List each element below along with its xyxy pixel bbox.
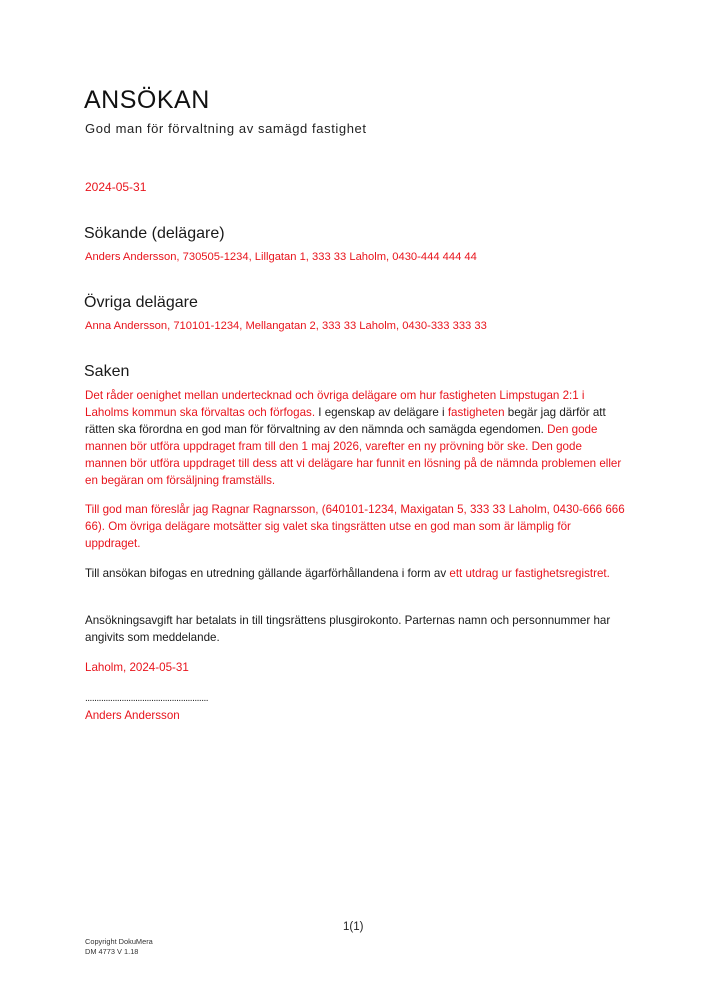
matter-paragraph-3 <box>85 565 625 582</box>
signature-line: ...................................................... <box>85 693 209 704</box>
applicant-details: Anders Andersson, 730505-1234, Lillgatan 1, 333 33 Laholm, 0430-444 444 44 <box>85 251 477 263</box>
matter-p3-black: Till ansökan bifogas en utredning gällande ägarförhållandena i form av <box>85 567 450 580</box>
matter-heading: Saken <box>84 363 130 380</box>
other-owners-heading: Övriga delägare <box>84 294 198 311</box>
matter-p1-black-b: begär jag därför att rätten ska förordna en god man för förvaltning av den nämnda och samägda egendomen. <box>85 406 606 436</box>
matter-p1-black-a: I egenskap av delägare i <box>315 406 448 419</box>
matter-p1-red-c: Den gode mannen bör utföra uppdraget fram till den 1 maj 2026, varefter en ny prövning bör ske. Den gode mannen bör utföra uppdraget till dess att vi delägare har funnit en lösning på de nämnda problemen eller en begäran om försäljning framställs. <box>85 423 622 487</box>
footer-doc-id: DM 4773 V 1.18 <box>85 947 139 956</box>
matter-p1-red-b: fastigheten <box>447 406 505 419</box>
matter-p1-red-a: Det råder oenighet mellan undertecknad och övriga delägare om hur fastigheten Limpstugan 2:1 i Laholms kommun ska förvaltas och förfogas. <box>85 389 585 419</box>
matter-paragraph-1 <box>85 387 625 489</box>
signature-name: Anders Andersson <box>85 709 180 722</box>
page-number: 1(1) <box>343 921 364 933</box>
applicant-heading: Sökande (delägare) <box>84 225 225 242</box>
document-subtitle: God man för förvaltning av samägd fastighet <box>85 121 367 136</box>
matter-p3-red: ett utdrag ur fastighetsregistret. <box>449 567 610 580</box>
footer-copyright: Copyright DokuMera <box>85 937 153 946</box>
matter-paragraph-4: Ansökningsavgift har betalats in till tingsrättens plusgirokonto. Parternas namn och personnummer har angivits som meddelande. <box>85 614 611 644</box>
document-footer <box>85 937 153 957</box>
matter-paragraph-2: Till god man föreslår jag Ragnar Ragnarsson, (640101-1234, Maxigatan 5, 333 33 Laholm, 0430-666 666 66). Om övriga delägare motsätter sig valet ska tingsrätten utse en god man som är lämplig för uppdraget. <box>85 503 625 550</box>
application-date: 2024-05-31 <box>85 180 147 194</box>
document-title: ANSÖKAN <box>84 86 210 114</box>
other-owners-details: Anna Andersson, 710101-1234, Mellangatan 2, 333 33 Laholm, 0430-333 333 33 <box>85 320 487 332</box>
signature-place-date: Laholm, 2024-05-31 <box>85 661 189 674</box>
